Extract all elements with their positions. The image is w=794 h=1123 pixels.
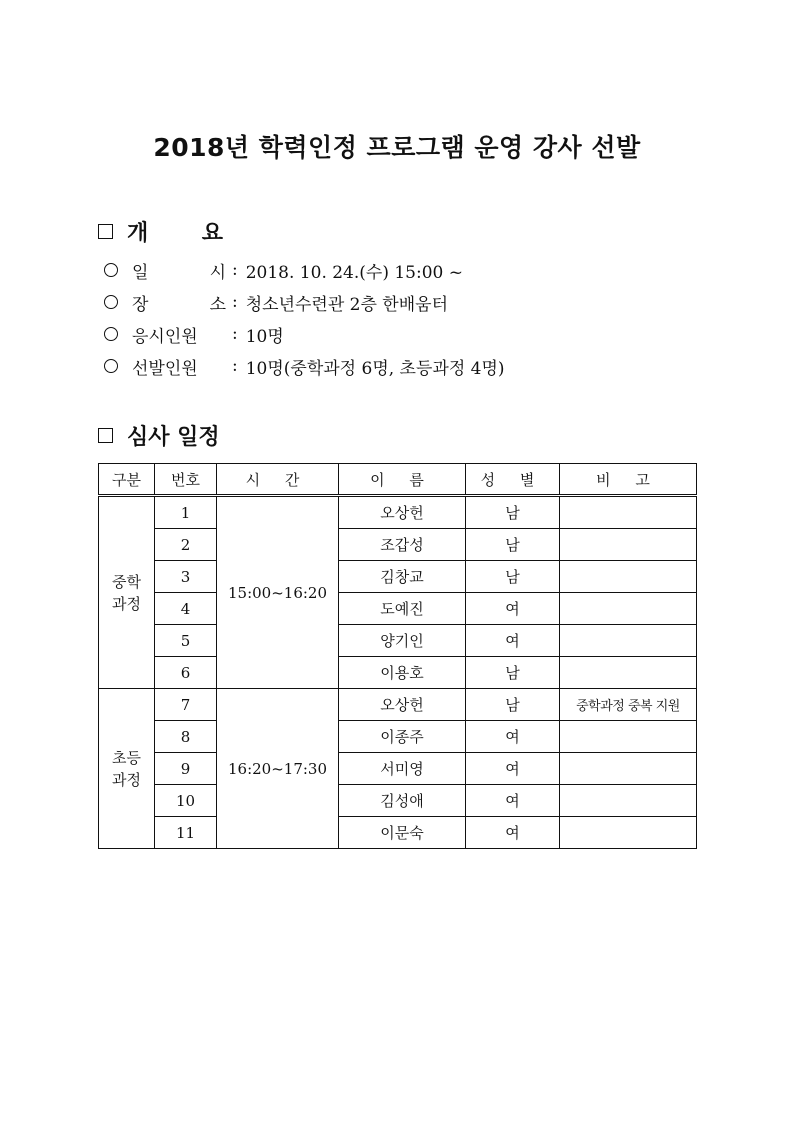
gender-cell: 남 <box>466 561 560 593</box>
note-cell <box>560 561 697 593</box>
number-cell: 8 <box>155 721 217 753</box>
number-cell: 11 <box>155 817 217 849</box>
overview-heading-part-a: 개 <box>127 221 149 246</box>
place-label-a: 장 <box>132 294 149 315</box>
time-cell: 16:20~17:30 <box>217 689 339 849</box>
name-cell: 오상헌 <box>339 689 466 721</box>
table-row <box>99 721 697 753</box>
category-cell: 중학 과정 <box>99 496 155 689</box>
number-cell: 10 <box>155 785 217 817</box>
number-cell: 4 <box>155 593 217 625</box>
note-cell: 중학과정 중복 지원 <box>560 689 697 721</box>
overview-list <box>104 254 505 382</box>
circle-bullet-icon <box>104 263 118 277</box>
number-cell: 9 <box>155 753 217 785</box>
gender-cell: 여 <box>466 753 560 785</box>
name-cell: 양기인 <box>339 625 466 657</box>
table-row <box>99 817 697 849</box>
date-label-a: 일 <box>132 262 149 283</box>
number-cell: 5 <box>155 625 217 657</box>
schedule-heading-text: 심사 일정 <box>127 425 220 450</box>
gender-cell: 여 <box>466 817 560 849</box>
note-cell <box>560 817 697 849</box>
name-cell: 김창교 <box>339 561 466 593</box>
gender-cell: 남 <box>466 689 560 721</box>
table-row <box>99 593 697 625</box>
checkbox-icon <box>98 428 113 443</box>
circle-bullet-icon <box>104 295 118 309</box>
table-row <box>99 625 697 657</box>
table-row <box>99 753 697 785</box>
name-cell: 도예진 <box>339 593 466 625</box>
number-cell: 7 <box>155 689 217 721</box>
number-cell: 3 <box>155 561 217 593</box>
number-cell: 2 <box>155 529 217 561</box>
gender-cell: 여 <box>466 593 560 625</box>
date-label-b: 시 <box>209 262 226 283</box>
selected-label: 선발인원 <box>132 358 198 379</box>
note-cell <box>560 657 697 689</box>
column-header: 성 별 <box>466 464 560 496</box>
note-cell <box>560 593 697 625</box>
place-label-b: 소 <box>209 294 226 315</box>
circle-bullet-icon <box>104 359 118 373</box>
gender-cell: 여 <box>466 785 560 817</box>
name-cell: 이종주 <box>339 721 466 753</box>
overview-heading-part-b: 요 <box>201 221 223 246</box>
table-row <box>99 496 697 529</box>
overview-item-date: 일 시 : 2018. 10. 24.(수) 15:00 ~ <box>104 254 505 286</box>
column-header: 이 름 <box>339 464 466 496</box>
gender-cell: 여 <box>466 721 560 753</box>
checkbox-icon <box>98 224 113 239</box>
schedule-table <box>98 463 697 849</box>
table-row <box>99 529 697 561</box>
selected-value: 10명(중학과정 6명, 초등과정 4명) <box>245 358 505 379</box>
name-cell: 오상헌 <box>339 496 466 529</box>
time-cell: 15:00~16:20 <box>217 496 339 689</box>
table-header-row <box>99 464 697 496</box>
place-value: 청소년수련관 2층 한배움터 <box>245 294 448 315</box>
page-title: 2018년 학력인정 프로그램 운영 강사 선발 <box>153 133 641 162</box>
overview-item-place: 장 소 : 청소년수련관 2층 한배움터 <box>104 286 505 318</box>
name-cell: 이용호 <box>339 657 466 689</box>
gender-cell: 남 <box>466 657 560 689</box>
name-cell: 서미영 <box>339 753 466 785</box>
name-cell: 김성애 <box>339 785 466 817</box>
number-cell: 1 <box>155 496 217 529</box>
note-cell <box>560 529 697 561</box>
applicants-value: 10명 <box>245 326 284 347</box>
note-cell <box>560 753 697 785</box>
column-header: 구분 <box>99 464 155 496</box>
note-cell <box>560 785 697 817</box>
gender-cell: 남 <box>466 529 560 561</box>
schedule-heading <box>98 420 220 451</box>
column-header: 비 고 <box>560 464 697 496</box>
note-cell <box>560 496 697 529</box>
table-row <box>99 689 697 721</box>
column-header: 번호 <box>155 464 217 496</box>
number-cell: 6 <box>155 657 217 689</box>
table-row <box>99 657 697 689</box>
circle-bullet-icon <box>104 327 118 341</box>
table-row <box>99 785 697 817</box>
note-cell <box>560 625 697 657</box>
overview-item-applicants: 응시인원 : 10명 <box>104 318 505 350</box>
applicants-label: 응시인원 <box>132 326 198 347</box>
gender-cell: 남 <box>466 496 560 529</box>
date-value: 2018. 10. 24.(수) 15:00 ~ <box>245 262 464 283</box>
category-cell: 초등 과정 <box>99 689 155 849</box>
name-cell: 이문숙 <box>339 817 466 849</box>
note-cell <box>560 721 697 753</box>
table-row <box>99 561 697 593</box>
gender-cell: 여 <box>466 625 560 657</box>
name-cell: 조갑성 <box>339 529 466 561</box>
overview-heading <box>98 216 223 247</box>
column-header: 시 간 <box>217 464 339 496</box>
overview-item-selected: 선발인원 : 10명(중학과정 6명, 초등과정 4명) <box>104 350 505 382</box>
